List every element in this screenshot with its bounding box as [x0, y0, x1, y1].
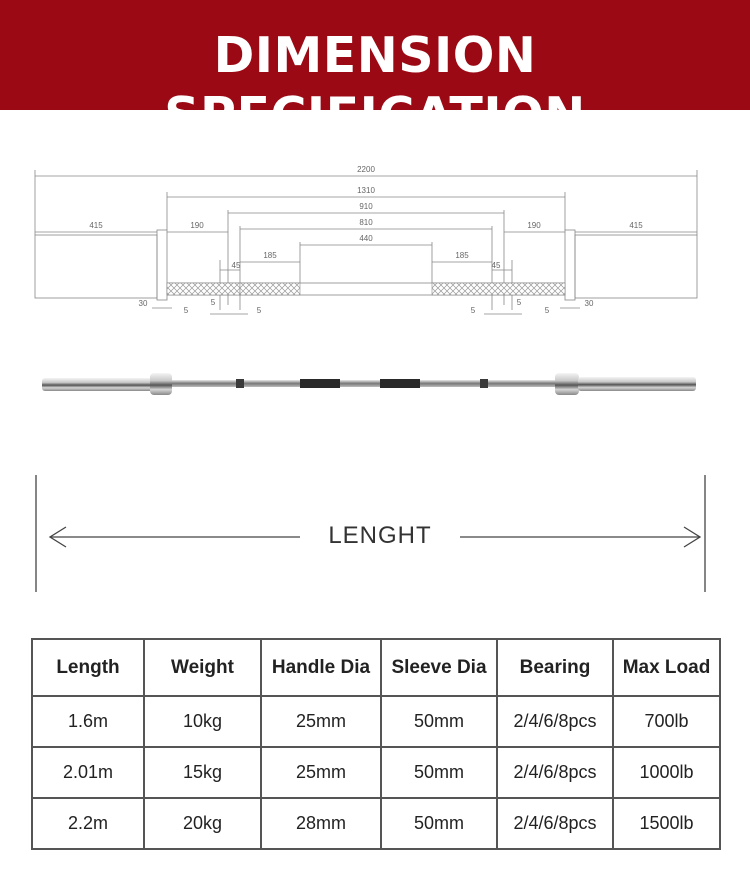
- table-header-row: [32, 639, 720, 696]
- cell-weight: 20kg: [144, 798, 261, 849]
- dim-ring-right: 45: [491, 261, 501, 270]
- length-label: LENGHT: [300, 520, 460, 552]
- dim-gap-c: 5: [256, 306, 262, 315]
- dim-knurl-right: 185: [455, 251, 469, 260]
- technical-drawing: [0, 150, 750, 330]
- cell-sleeve-dia: 50mm: [381, 696, 497, 747]
- right-sleeve-photo: [578, 377, 696, 391]
- dim-sleeve-right: 415: [629, 221, 643, 230]
- cell-sleeve-dia: 50mm: [381, 747, 497, 798]
- cell-sleeve-dia: 50mm: [381, 798, 497, 849]
- dim-knurl-left: 185: [263, 251, 277, 260]
- table-row: [32, 747, 720, 798]
- header-handle-dia: Handle Dia: [261, 639, 381, 696]
- cell-length: 1.6m: [32, 696, 144, 747]
- spec-table: [31, 638, 721, 850]
- cell-bearing: 2/4/6/8pcs: [497, 747, 613, 798]
- dim-collar-right: 30: [584, 299, 594, 308]
- cell-weight: 10kg: [144, 696, 261, 747]
- cell-length: 2.2m: [32, 798, 144, 849]
- header-length: Length: [32, 639, 144, 696]
- dim-gap-a: 5: [183, 306, 189, 315]
- dim-gap-d: 5: [470, 306, 476, 315]
- page-title: DIMENSION SPECIFICATION: [164, 27, 586, 144]
- right-sleeve: [575, 235, 697, 298]
- barbell-image: [0, 360, 750, 410]
- dim-910: 910: [359, 202, 373, 211]
- table-row: [32, 798, 720, 849]
- header-bearing: Bearing: [497, 639, 613, 696]
- cell-weight: 15kg: [144, 747, 261, 798]
- dim-810: 810: [359, 218, 373, 227]
- right-collar-photo: [555, 373, 579, 395]
- dim-gap-e: 5: [516, 298, 522, 307]
- left-collar-photo: [150, 373, 172, 395]
- dim-total: 2200: [357, 165, 375, 174]
- left-sleeve-photo: [42, 378, 154, 391]
- right-collar: [565, 230, 575, 300]
- cell-handle-dia: 25mm: [261, 696, 381, 747]
- dim-gap-f: 5: [544, 306, 550, 315]
- table-row: [32, 696, 720, 747]
- cell-bearing: 2/4/6/8pcs: [497, 798, 613, 849]
- cell-handle-dia: 28mm: [261, 798, 381, 849]
- cell-handle-dia: 25mm: [261, 747, 381, 798]
- cell-max-load: 1500lb: [613, 798, 720, 849]
- dim-ring-left: 45: [231, 261, 241, 270]
- header-max-load: Max Load: [613, 639, 720, 696]
- dim-sleeve-left: 415: [89, 221, 103, 230]
- shaft-photo: [172, 380, 557, 387]
- dim-center: 440: [359, 234, 373, 243]
- dim-between-collars: 1310: [357, 186, 375, 195]
- left-sleeve: [35, 235, 157, 298]
- dim-collar-left: 30: [138, 299, 148, 308]
- left-collar: [157, 230, 167, 300]
- header-sleeve-dia: Sleeve Dia: [381, 639, 497, 696]
- dim-gap-b: 5: [210, 298, 216, 307]
- header-banner: [0, 0, 750, 144]
- cell-length: 2.01m: [32, 747, 144, 798]
- dim-grip-right: 190: [527, 221, 541, 230]
- header-weight: Weight: [144, 639, 261, 696]
- cell-max-load: 700lb: [613, 696, 720, 747]
- cell-max-load: 1000lb: [613, 747, 720, 798]
- cell-bearing: 2/4/6/8pcs: [497, 696, 613, 747]
- dim-grip-left: 190: [190, 221, 204, 230]
